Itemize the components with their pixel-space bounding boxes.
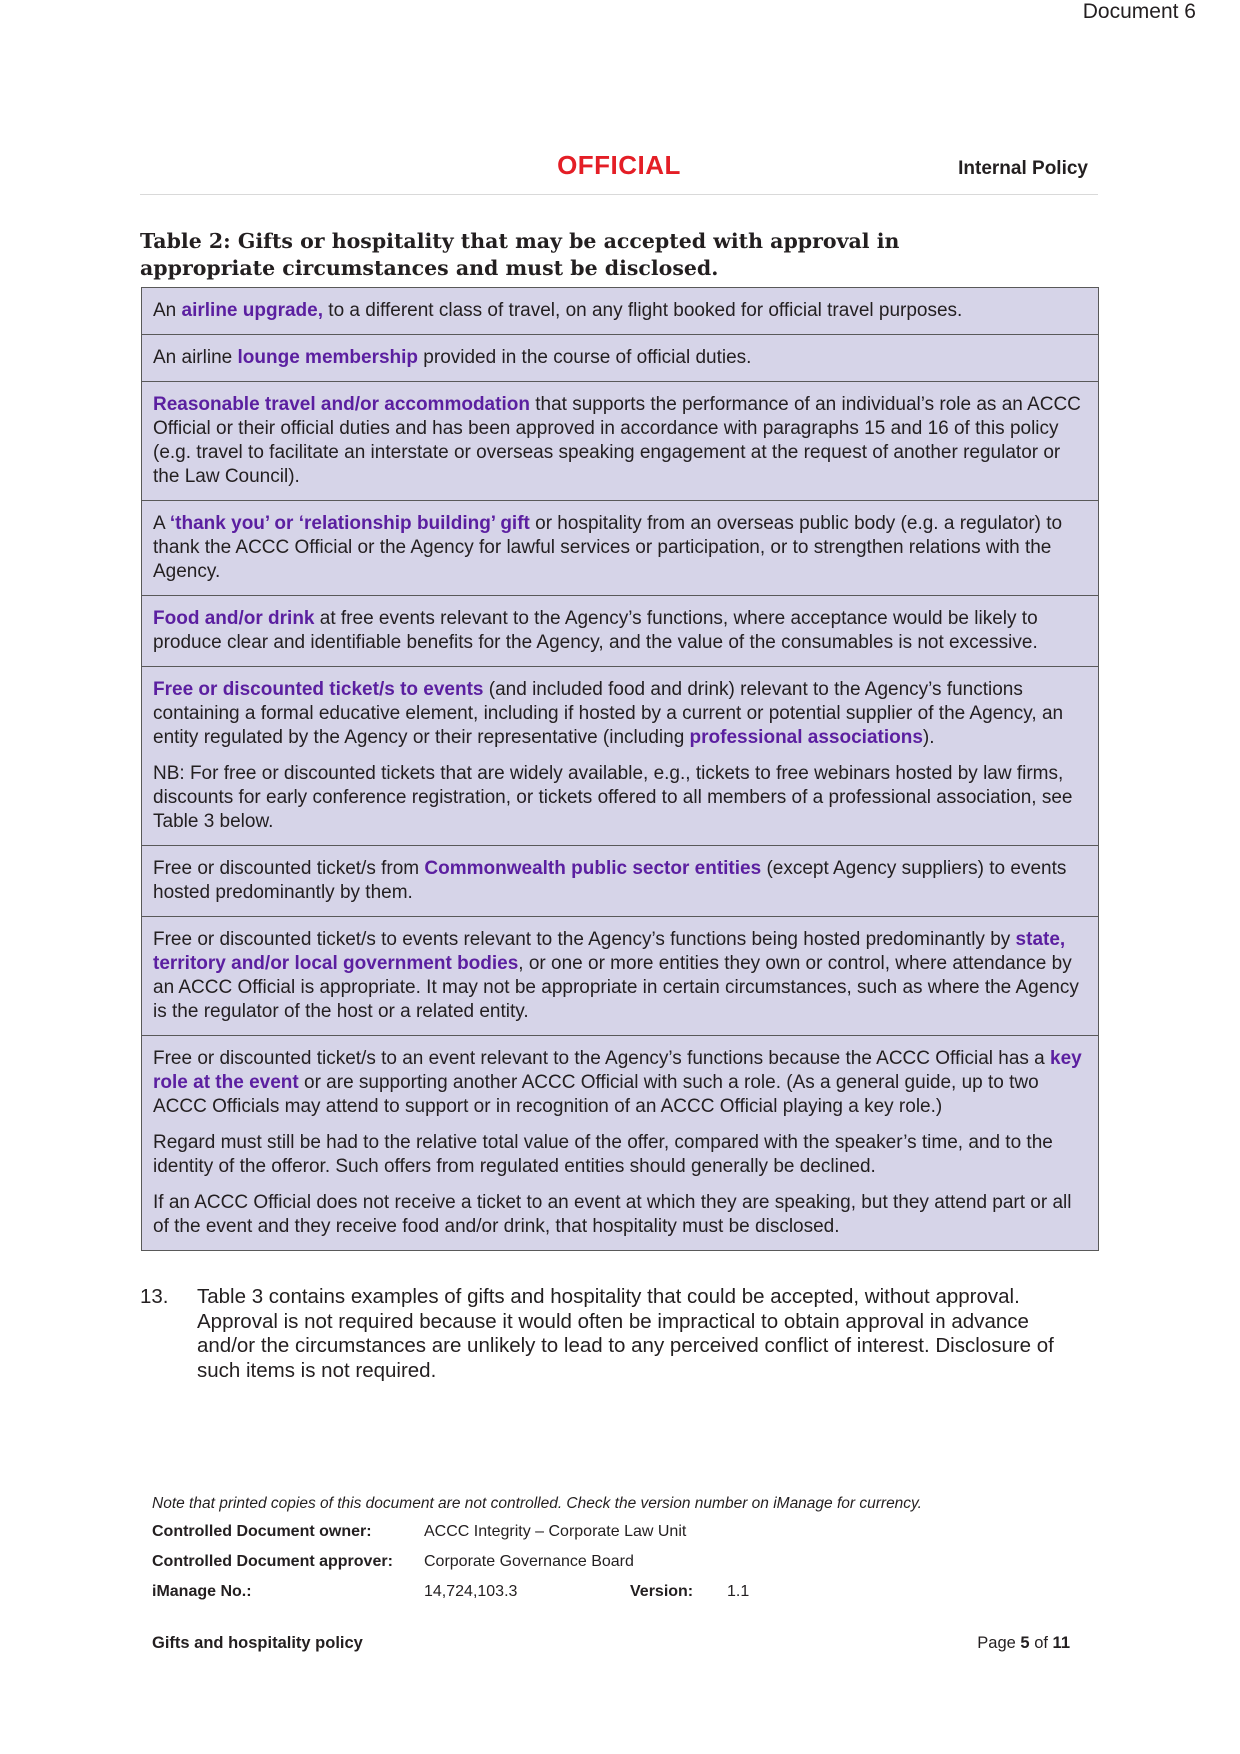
text-run: A bbox=[153, 513, 170, 534]
text-run: that supports the performance of an individual’s role as an ACCC Official or their official duties and has been approved in accordance with paragraphs 15 and 16 of this policy (e.g. travel to facilitate an interstate or overseas speaking engagement at the request of another regulator or the Law Council). bbox=[153, 394, 1081, 487]
table-row bbox=[142, 595, 1098, 666]
text-run: (except Agency suppliers) to events hosted predominantly by them. bbox=[153, 858, 1067, 903]
table-caption: Table 2: Gifts or hospitality that may be accepted with approval in appropriate circumstances and must be disclosed. bbox=[140, 229, 900, 280]
version-label: Version: bbox=[630, 1583, 694, 1600]
row-paragraph bbox=[153, 346, 1086, 370]
security-classification: OFFICIAL bbox=[557, 150, 681, 180]
document-number: Document 6 bbox=[1082, 0, 1196, 23]
text-run: If an ACCC Official does not receive a ticket to an event at which they are speaking, but they attend part or all of the event and they receive food and/or drink, that hospitality must be disclosed. bbox=[153, 1192, 1072, 1237]
highlighted-term: airline upgrade, bbox=[181, 300, 324, 321]
text-run: to a different class of travel, on any flight booked for official travel purposes. bbox=[323, 300, 963, 321]
text-run: An bbox=[153, 300, 182, 321]
policy-type-label: Internal Policy bbox=[958, 158, 1088, 179]
clause-text: Table 3 contains examples of gifts and hospitality that could be accepted, without approval. Approval is not required because it would often be impractical to obtain approval in advance and/or the circumstances are unlikely to lead to any perceived conflict of interest. Disclosure of such items is not required. bbox=[197, 1285, 1054, 1382]
text-run: ). bbox=[922, 727, 935, 748]
table-row bbox=[142, 288, 1098, 334]
row-paragraph bbox=[153, 512, 1086, 584]
highlighted-term: Free or discounted ticket/s to events bbox=[153, 679, 484, 700]
text-run: (and included food and drink) relevant to the Agency’s functions containing a formal educative element, including if hosted by a current or potential supplier of the Agency, an entity regulated by the Agency or their representative (including bbox=[153, 679, 1064, 748]
highlighted-term: Reasonable travel and/or accommodation bbox=[153, 394, 530, 415]
imanage-label: iManage No.: bbox=[152, 1583, 252, 1600]
row-paragraph bbox=[153, 607, 1086, 655]
text-run: Regard must still be had to the relative total value of the offer, compared with the speaker’s time, and to the identity of the offeror. Such offers from regulated entities should generally be declined. bbox=[153, 1132, 1053, 1177]
text-run: at free events relevant to the Agency’s functions, where acceptance would be likely to produce clear and identifiable benefits for the Agency, and the value of the consumables is not excessive. bbox=[153, 608, 1038, 653]
table-row bbox=[142, 381, 1098, 500]
text-run: , or one or more entities they own or control, where attendance by an ACCC Official is appropriate. It may not be appropriate in certain circumstances, such as where the Agency is the regulator of the host or a related entity. bbox=[153, 953, 1079, 1022]
imanage-value: 14,724,103.3 bbox=[424, 1583, 518, 1600]
row-paragraph bbox=[153, 1131, 1086, 1179]
row-paragraph bbox=[153, 299, 1086, 323]
approver-label: Controlled Document approver: bbox=[152, 1553, 393, 1570]
text-run: or are supporting another ACCC Official with such a role. (As a general guide, up to two ACCC Officials may attend to support or in recognition of an ACCC Official playing a key role.) bbox=[153, 1072, 1039, 1117]
text-run: or hospitality from an overseas public body (e.g. a regulator) to thank the ACCC Official or the Agency for lawful services or participation, or to strengthen relations with the Agency. bbox=[153, 513, 1063, 582]
table-row bbox=[142, 334, 1098, 381]
clause-number: 13. bbox=[140, 1285, 169, 1308]
clause-13 bbox=[140, 1285, 1080, 1383]
highlighted-term: state, territory and/or local government bodies bbox=[153, 929, 1066, 974]
text-run: Free or discounted ticket/s to an event relevant to the Agency’s functions because the ACCC Official has a bbox=[153, 1048, 1051, 1069]
row-paragraph bbox=[153, 762, 1086, 834]
text-run: An airline bbox=[153, 347, 238, 368]
highlighted-term: Food and/or drink bbox=[153, 608, 315, 629]
table-row bbox=[142, 916, 1098, 1035]
version-value: 1.1 bbox=[727, 1583, 750, 1600]
text-run: NB: For free or discounted tickets that are widely available, e.g., tickets to free webinars hosted by law firms, discounts for early conference registration, or tickets offered to all members of a professional association, see Table 3 below. bbox=[153, 763, 1073, 832]
gifts-approval-table bbox=[141, 287, 1099, 1251]
highlighted-term: key role at the event bbox=[153, 1048, 1082, 1093]
page-prefix: Page bbox=[977, 1634, 1021, 1652]
highlighted-term: ‘thank you’ or ‘relationship building’ gift bbox=[169, 513, 530, 534]
table-row bbox=[142, 1035, 1098, 1250]
table-row bbox=[142, 845, 1098, 916]
owner-label: Controlled Document owner: bbox=[152, 1523, 372, 1540]
footer-note: Note that printed copies of this document are not controlled. Check the version number on iManage for currency. bbox=[152, 1495, 922, 1512]
row-paragraph bbox=[153, 678, 1086, 750]
page-number bbox=[977, 1634, 1070, 1653]
row-paragraph bbox=[153, 857, 1086, 905]
row-paragraph bbox=[153, 393, 1086, 489]
highlighted-term: Commonwealth public sector entities bbox=[424, 858, 762, 879]
highlighted-term: lounge membership bbox=[237, 347, 419, 368]
highlighted-term: professional associations bbox=[689, 727, 923, 748]
text-run: Free or discounted ticket/s to events relevant to the Agency’s functions being hosted predominantly by bbox=[153, 929, 1016, 950]
text-run: provided in the course of official duties. bbox=[418, 347, 752, 368]
page-total: 11 bbox=[1052, 1634, 1070, 1652]
text-run: Free or discounted ticket/s from bbox=[153, 858, 425, 879]
page-current: 5 bbox=[1020, 1634, 1030, 1652]
row-paragraph bbox=[153, 1191, 1086, 1239]
table-row bbox=[142, 666, 1098, 845]
owner-value: ACCC Integrity – Corporate Law Unit bbox=[424, 1523, 687, 1540]
footer-document-title: Gifts and hospitality policy bbox=[152, 1634, 363, 1652]
row-paragraph bbox=[153, 1047, 1086, 1119]
row-paragraph bbox=[153, 928, 1086, 1024]
approver-value: Corporate Governance Board bbox=[424, 1553, 634, 1570]
table-row bbox=[142, 500, 1098, 595]
page-of: of bbox=[1029, 1634, 1053, 1652]
page-header bbox=[140, 150, 1098, 195]
